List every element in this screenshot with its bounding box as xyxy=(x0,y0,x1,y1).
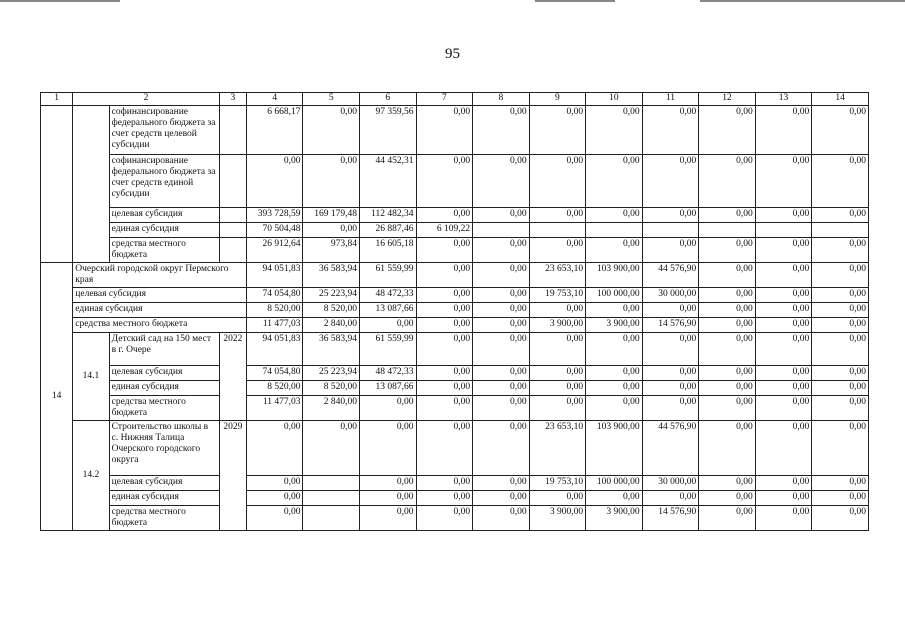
value-cell: 0,00 xyxy=(642,333,699,366)
value-cell: 0,00 xyxy=(755,263,812,288)
value-cell: 26 887,46 xyxy=(360,223,417,238)
value-cell: 112 482,34 xyxy=(360,208,417,223)
value-cell: 0,00 xyxy=(812,318,869,333)
value-cell: 103 900,00 xyxy=(586,421,643,476)
value-cell: 0,00 xyxy=(812,476,869,491)
value-cell: 70 504,48 xyxy=(246,223,303,238)
scan-edge xyxy=(0,0,120,2)
value-cell: 0,00 xyxy=(812,506,869,531)
value-cell: 0,00 xyxy=(360,491,417,506)
value-cell: 0,00 xyxy=(529,333,586,366)
header-row xyxy=(41,93,869,106)
table-row xyxy=(41,491,869,506)
value-cell: 0,00 xyxy=(303,155,360,208)
value-cell: 0,00 xyxy=(755,303,812,318)
value-cell: 0,00 xyxy=(812,366,869,381)
value-cell: 0,00 xyxy=(699,476,756,491)
value-cell: 0,00 xyxy=(812,333,869,366)
value-cell: 44 452,31 xyxy=(360,155,417,208)
value-cell: 0,00 xyxy=(360,476,417,491)
column-header: 4 xyxy=(246,93,303,106)
value-cell: 0,00 xyxy=(246,476,303,491)
column-header: 8 xyxy=(473,93,530,106)
value-cell: 8 520,00 xyxy=(303,303,360,318)
value-cell: 0,00 xyxy=(360,318,417,333)
value-cell: 0,00 xyxy=(416,396,473,421)
value-cell: 61 559,99 xyxy=(360,333,417,366)
value-cell xyxy=(755,223,812,238)
value-cell: 0,00 xyxy=(755,318,812,333)
value-cell: 0,00 xyxy=(642,155,699,208)
value-cell: 0,00 xyxy=(416,333,473,366)
column-header: 6 xyxy=(360,93,417,106)
value-cell: 0,00 xyxy=(586,333,643,366)
value-cell: 2 840,00 xyxy=(303,318,360,333)
value-cell: 0,00 xyxy=(812,238,869,263)
value-cell: 0,00 xyxy=(473,238,530,263)
value-cell: 25 223,94 xyxy=(303,288,360,303)
budget-table xyxy=(40,92,869,531)
value-cell: 0,00 xyxy=(755,491,812,506)
value-cell: 97 359,56 xyxy=(360,106,417,155)
value-cell: 0,00 xyxy=(303,106,360,155)
table-row xyxy=(41,476,869,491)
year-empty xyxy=(219,155,246,208)
value-cell: 0,00 xyxy=(416,208,473,223)
column-header: 7 xyxy=(416,93,473,106)
column-header: 10 xyxy=(586,93,643,106)
value-cell: 0,00 xyxy=(755,106,812,155)
value-cell: 393 728,59 xyxy=(246,208,303,223)
value-cell: 0,00 xyxy=(699,106,756,155)
value-cell: 0,00 xyxy=(473,421,530,476)
value-cell: 0,00 xyxy=(812,421,869,476)
row-label: софинансирование федерального бюджета за счет средств единой субсидии xyxy=(109,155,219,208)
subrow-number: 14.2 xyxy=(73,421,109,531)
value-cell: 61 559,99 xyxy=(360,263,417,288)
value-cell: 0,00 xyxy=(812,208,869,223)
value-cell: 11 477,03 xyxy=(246,318,303,333)
page-number: 95 xyxy=(445,46,460,62)
value-cell: 100 000,00 xyxy=(586,288,643,303)
value-cell xyxy=(303,476,360,491)
value-cell: 94 051,83 xyxy=(246,263,303,288)
value-cell: 36 583,94 xyxy=(303,333,360,366)
value-cell: 0,00 xyxy=(642,106,699,155)
value-cell: 0,00 xyxy=(529,238,586,263)
value-cell: 3 900,00 xyxy=(529,506,586,531)
column-header: 2 xyxy=(73,93,219,106)
value-cell: 0,00 xyxy=(586,303,643,318)
value-cell: 0,00 xyxy=(699,208,756,223)
value-cell: 94 051,83 xyxy=(246,333,303,366)
value-cell: 48 472,33 xyxy=(360,366,417,381)
value-cell: 0,00 xyxy=(812,303,869,318)
row-label: Строительство школы в с. Нижняя Талица Очерского городского округа xyxy=(109,421,219,476)
table-row xyxy=(41,366,869,381)
value-cell: 23 653,10 xyxy=(529,263,586,288)
year-cell: 2029 xyxy=(219,421,246,531)
value-cell: 0,00 xyxy=(416,476,473,491)
value-cell: 0,00 xyxy=(416,421,473,476)
value-cell: 48 472,33 xyxy=(360,288,417,303)
value-cell: 19 753,10 xyxy=(529,476,586,491)
row-number-empty xyxy=(41,106,73,263)
value-cell: 0,00 xyxy=(699,381,756,396)
value-cell: 0,00 xyxy=(246,491,303,506)
value-cell: 0,00 xyxy=(360,506,417,531)
value-cell: 74 054,80 xyxy=(246,366,303,381)
value-cell: 0,00 xyxy=(246,506,303,531)
value-cell: 0,00 xyxy=(699,491,756,506)
value-cell: 0,00 xyxy=(246,421,303,476)
value-cell: 0,00 xyxy=(473,208,530,223)
value-cell: 0,00 xyxy=(699,303,756,318)
value-cell: 0,00 xyxy=(642,381,699,396)
value-cell: 11 477,03 xyxy=(246,396,303,421)
value-cell: 14 576,90 xyxy=(642,318,699,333)
table-row xyxy=(41,106,869,155)
value-cell: 0,00 xyxy=(699,288,756,303)
value-cell: 0,00 xyxy=(473,506,530,531)
value-cell: 0,00 xyxy=(473,396,530,421)
value-cell xyxy=(529,223,586,238)
value-cell: 0,00 xyxy=(642,366,699,381)
column-header: 14 xyxy=(812,93,869,106)
subrow-number-empty xyxy=(73,106,109,263)
value-cell: 0,00 xyxy=(529,155,586,208)
value-cell: 0,00 xyxy=(755,288,812,303)
value-cell: 0,00 xyxy=(529,366,586,381)
row-label: средства местного бюджета xyxy=(109,506,219,531)
value-cell: 3 900,00 xyxy=(586,318,643,333)
value-cell: 0,00 xyxy=(416,366,473,381)
value-cell: 0,00 xyxy=(416,318,473,333)
value-cell xyxy=(303,491,360,506)
value-cell xyxy=(812,223,869,238)
value-cell: 0,00 xyxy=(755,333,812,366)
value-cell: 0,00 xyxy=(812,106,869,155)
value-cell: 0,00 xyxy=(812,288,869,303)
table-row xyxy=(41,238,869,263)
value-cell: 0,00 xyxy=(529,396,586,421)
value-cell: 0,00 xyxy=(360,396,417,421)
value-cell xyxy=(642,223,699,238)
value-cell xyxy=(586,223,643,238)
value-cell xyxy=(303,506,360,531)
value-cell: 0,00 xyxy=(699,263,756,288)
value-cell: 0,00 xyxy=(473,106,530,155)
value-cell: 2 840,00 xyxy=(303,396,360,421)
value-cell: 0,00 xyxy=(473,476,530,491)
value-cell: 25 223,94 xyxy=(303,366,360,381)
value-cell: 36 583,94 xyxy=(303,263,360,288)
scan-edge xyxy=(700,0,905,2)
value-cell: 0,00 xyxy=(416,303,473,318)
value-cell: 44 576,90 xyxy=(642,263,699,288)
value-cell: 0,00 xyxy=(586,155,643,208)
subrow-number: 14.1 xyxy=(73,333,109,421)
value-cell: 3 900,00 xyxy=(529,318,586,333)
value-cell: 0,00 xyxy=(699,421,756,476)
table-body xyxy=(41,106,869,531)
value-cell: 0,00 xyxy=(755,506,812,531)
value-cell: 74 054,80 xyxy=(246,288,303,303)
row-label: единая субсидия xyxy=(109,381,219,396)
table-row xyxy=(41,318,869,333)
value-cell: 8 520,00 xyxy=(246,381,303,396)
value-cell: 0,00 xyxy=(529,491,586,506)
column-header: 11 xyxy=(642,93,699,106)
value-cell: 0,00 xyxy=(416,238,473,263)
value-cell: 0,00 xyxy=(416,263,473,288)
value-cell: 0,00 xyxy=(812,491,869,506)
value-cell: 13 087,66 xyxy=(360,303,417,318)
value-cell: 0,00 xyxy=(473,318,530,333)
value-cell: 44 576,90 xyxy=(642,421,699,476)
column-header: 5 xyxy=(303,93,360,106)
table-row xyxy=(41,263,869,288)
value-cell: 0,00 xyxy=(360,421,417,476)
value-cell: 6 109,22 xyxy=(416,223,473,238)
value-cell: 0,00 xyxy=(529,303,586,318)
row-label: целевая субсидия xyxy=(73,288,247,303)
value-cell: 0,00 xyxy=(586,238,643,263)
row-label: целевая субсидия xyxy=(109,476,219,491)
row-number: 14 xyxy=(41,263,73,531)
value-cell: 0,00 xyxy=(529,106,586,155)
value-cell: 0,00 xyxy=(529,381,586,396)
value-cell: 16 605,18 xyxy=(360,238,417,263)
table-row xyxy=(41,396,869,421)
row-label: единая субсидия xyxy=(109,223,219,238)
table-row xyxy=(41,333,869,366)
value-cell: 0,00 xyxy=(755,238,812,263)
value-cell: 0,00 xyxy=(586,396,643,421)
value-cell xyxy=(473,223,530,238)
value-cell: 6 668,17 xyxy=(246,106,303,155)
value-cell: 19 753,10 xyxy=(529,288,586,303)
value-cell xyxy=(699,223,756,238)
value-cell: 0,00 xyxy=(755,366,812,381)
value-cell: 0,00 xyxy=(642,208,699,223)
column-header: 13 xyxy=(755,93,812,106)
value-cell: 973,84 xyxy=(303,238,360,263)
value-cell: 0,00 xyxy=(416,106,473,155)
row-label: средства местного бюджета xyxy=(109,238,219,263)
value-cell: 0,00 xyxy=(642,238,699,263)
table-row xyxy=(41,506,869,531)
year-empty xyxy=(219,106,246,155)
value-cell: 0,00 xyxy=(416,506,473,531)
column-header: 12 xyxy=(699,93,756,106)
value-cell: 0,00 xyxy=(473,303,530,318)
value-cell: 0,00 xyxy=(586,208,643,223)
value-cell: 0,00 xyxy=(812,263,869,288)
value-cell: 0,00 xyxy=(416,491,473,506)
table-row xyxy=(41,421,869,476)
value-cell: 3 900,00 xyxy=(586,506,643,531)
value-cell: 100 000,00 xyxy=(586,476,643,491)
value-cell: 0,00 xyxy=(699,396,756,421)
year-cell: 2022 xyxy=(219,333,246,421)
value-cell: 13 087,66 xyxy=(360,381,417,396)
value-cell: 0,00 xyxy=(473,263,530,288)
row-label: единая субсидия xyxy=(73,303,247,318)
value-cell: 0,00 xyxy=(642,303,699,318)
table-row xyxy=(41,303,869,318)
row-label: софинансирование федерального бюджета за счет средств целевой субсидии xyxy=(109,106,219,155)
value-cell: 0,00 xyxy=(699,155,756,208)
value-cell: 0,00 xyxy=(812,381,869,396)
value-cell: 30 000,00 xyxy=(642,476,699,491)
row-label: целевая субсидия xyxy=(109,366,219,381)
value-cell: 0,00 xyxy=(473,366,530,381)
value-cell: 8 520,00 xyxy=(246,303,303,318)
value-cell: 0,00 xyxy=(699,318,756,333)
value-cell: 169 179,48 xyxy=(303,208,360,223)
table-row xyxy=(41,223,869,238)
value-cell: 0,00 xyxy=(473,333,530,366)
value-cell: 0,00 xyxy=(755,208,812,223)
column-header: 3 xyxy=(219,93,246,106)
value-cell: 0,00 xyxy=(642,491,699,506)
year-empty xyxy=(219,223,246,238)
value-cell: 0,00 xyxy=(303,421,360,476)
value-cell: 0,00 xyxy=(473,491,530,506)
row-label: Детский сад на 150 мест в г. Очере xyxy=(109,333,219,366)
value-cell: 0,00 xyxy=(586,106,643,155)
value-cell: 0,00 xyxy=(473,288,530,303)
table-row xyxy=(41,381,869,396)
value-cell: 0,00 xyxy=(755,155,812,208)
value-cell: 23 653,10 xyxy=(529,421,586,476)
column-header: 9 xyxy=(529,93,586,106)
value-cell: 0,00 xyxy=(699,333,756,366)
value-cell: 0,00 xyxy=(529,208,586,223)
year-empty xyxy=(219,208,246,223)
value-cell: 0,00 xyxy=(416,155,473,208)
value-cell: 0,00 xyxy=(586,491,643,506)
value-cell: 0,00 xyxy=(699,238,756,263)
scan-edge xyxy=(535,0,615,2)
row-label: целевая субсидия xyxy=(109,208,219,223)
row-label: средства местного бюджета xyxy=(109,396,219,421)
value-cell: 0,00 xyxy=(755,476,812,491)
value-cell: 14 576,90 xyxy=(642,506,699,531)
table-row xyxy=(41,208,869,223)
value-cell: 30 000,00 xyxy=(642,288,699,303)
value-cell: 0,00 xyxy=(246,155,303,208)
value-cell: 0,00 xyxy=(699,366,756,381)
value-cell: 0,00 xyxy=(416,381,473,396)
value-cell: 103 900,00 xyxy=(586,263,643,288)
value-cell: 0,00 xyxy=(416,288,473,303)
value-cell: 0,00 xyxy=(586,381,643,396)
value-cell: 0,00 xyxy=(473,381,530,396)
value-cell: 0,00 xyxy=(755,421,812,476)
value-cell: 0,00 xyxy=(642,396,699,421)
row-label: Очерский городской округ Пермского края xyxy=(73,263,247,288)
value-cell: 0,00 xyxy=(755,396,812,421)
value-cell: 8 520,00 xyxy=(303,381,360,396)
table-row xyxy=(41,288,869,303)
row-label: единая субсидия xyxy=(109,491,219,506)
value-cell: 0,00 xyxy=(812,155,869,208)
year-empty xyxy=(219,238,246,263)
value-cell: 0,00 xyxy=(473,155,530,208)
value-cell: 0,00 xyxy=(586,366,643,381)
table-row xyxy=(41,155,869,208)
value-cell: 26 912,64 xyxy=(246,238,303,263)
row-label: средства местного бюджета xyxy=(73,318,247,333)
value-cell: 0,00 xyxy=(303,223,360,238)
value-cell: 0,00 xyxy=(812,396,869,421)
column-header: 1 xyxy=(41,93,73,106)
value-cell: 0,00 xyxy=(699,506,756,531)
value-cell: 0,00 xyxy=(755,381,812,396)
